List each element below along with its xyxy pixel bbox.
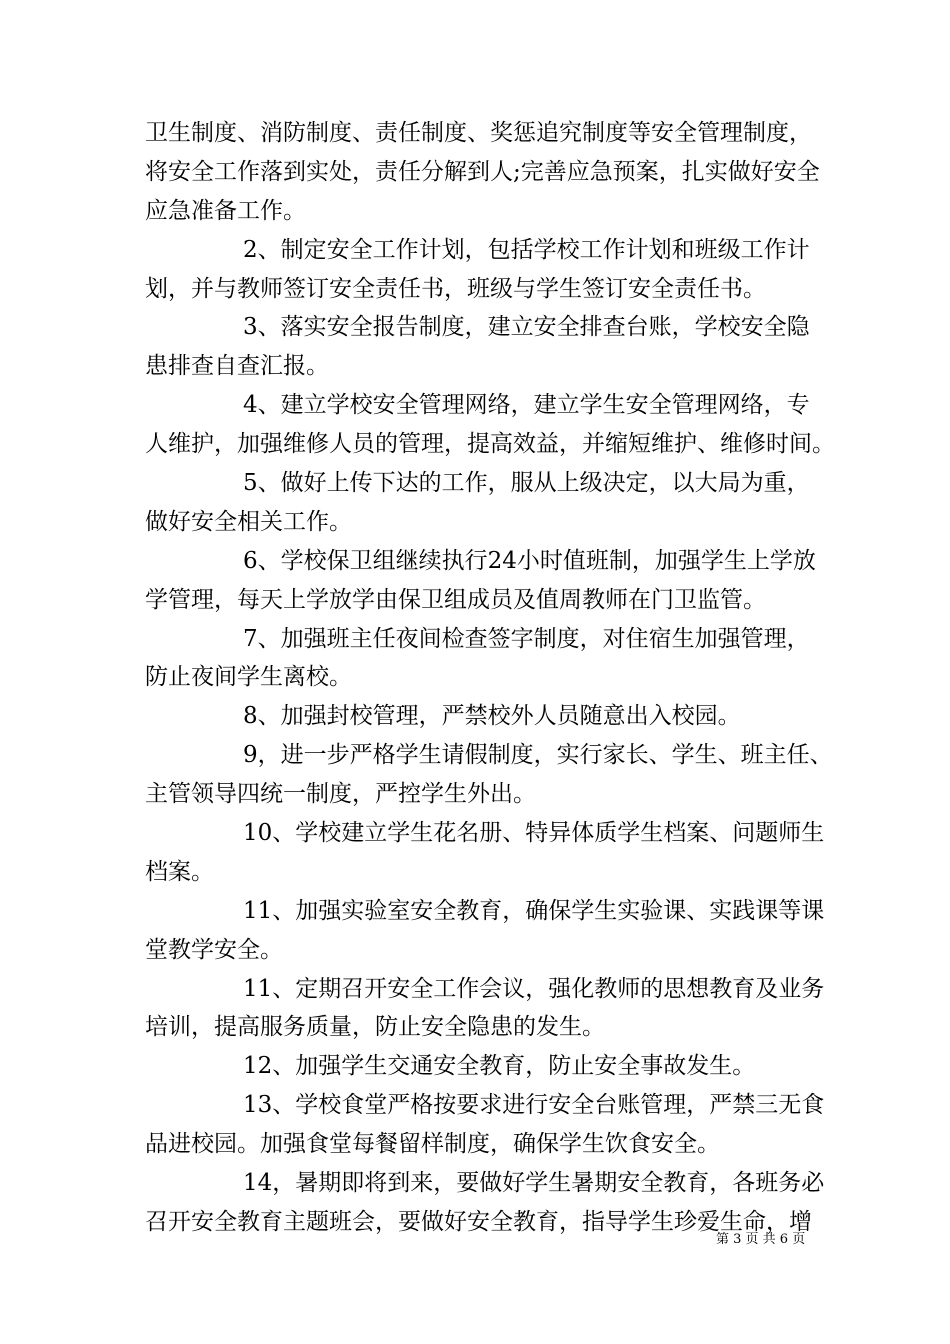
- text-line: 召开安全教育主题班会，要做好安全教育，指导学生珍爱生命，增: [145, 1208, 812, 1235]
- paragraph-first-line: 2、制定安全工作计划，包括学校工作计划和班级工作计: [243, 236, 810, 263]
- paragraph-first-line: 10、学校建立学生花名册、特异体质学生档案、问题师生: [243, 820, 825, 847]
- paragraph-first-line: 11、加强实验室安全教育，确保学生实验课、实践课等课: [243, 897, 825, 924]
- text-line: 档案。: [145, 858, 214, 885]
- text-line: 患排查自查汇报。: [145, 353, 329, 380]
- text-line: 划，并与教师签订安全责任书，班级与学生签订安全责任书。: [145, 275, 766, 302]
- paragraph-first-line: 4、建立学校安全管理网络，建立学生安全管理网络，专: [243, 392, 810, 419]
- paragraph-first-line: 14，暑期即将到来，要做好学生暑期安全教育，各班务必: [243, 1170, 825, 1197]
- document-body: [145, 114, 835, 1242]
- paragraph-first-line: 8、加强封校管理，严禁校外人员随意出入校园。: [243, 703, 741, 730]
- paragraph-first-line: 5、做好上传下达的工作，服从上级决定，以大局为重，: [243, 470, 810, 497]
- text-line: 学管理，每天上学放学由保卫组成员及值周教师在门卫监管。: [145, 586, 766, 613]
- paragraph-first-line: 9，进一步严格学生请假制度，实行家长、学生、班主任、: [243, 742, 833, 769]
- text-line: 培训，提高服务质量，防止安全隐患的发生。: [145, 1014, 605, 1041]
- text-line: 品进校园。加强食堂每餐留样制度，确保学生饮食安全。: [145, 1131, 720, 1158]
- paragraph-first-line: 3、落实安全报告制度，建立安全排查台账，学校安全隐: [243, 314, 810, 341]
- text-line: 将安全工作落到实处，责任分解到人;完善应急预案，扎实做好安全: [145, 158, 820, 185]
- paragraph-first-line: 12、加强学生交通安全教育，防止安全事故发生。: [243, 1053, 756, 1080]
- paragraph-first-line: 11、定期召开安全工作会议，强化教师的思想教育及业务: [243, 975, 825, 1002]
- text-line: 应急准备工作。: [145, 197, 306, 224]
- text-line: 堂教学安全。: [145, 936, 283, 963]
- paragraph-first-line: 13、学校食堂严格按要求进行安全台账管理，严禁三无食: [243, 1092, 825, 1119]
- text-line: 卫生制度、消防制度、责任制度、奖惩追究制度等安全管理制度，: [145, 120, 812, 146]
- text-line: 做好安全相关工作。: [145, 508, 352, 535]
- text-line: 防止夜间学生离校。: [145, 664, 352, 691]
- text-line: 主管领导四统一制度，严控学生外出。: [145, 781, 536, 808]
- paragraph-first-line: 6、学校保卫组继续执行24小时值班制，加强学生上学放: [243, 547, 816, 574]
- page-number-footer: 第 3 页 共 6 页: [716, 1232, 806, 1247]
- paragraph-first-line: 7、加强班主任夜间检查签字制度，对住宿生加强管理，: [243, 625, 810, 652]
- text-line: 人维护，加强维修人员的管理，提高效益，并缩短维护、维修时间。: [145, 431, 835, 458]
